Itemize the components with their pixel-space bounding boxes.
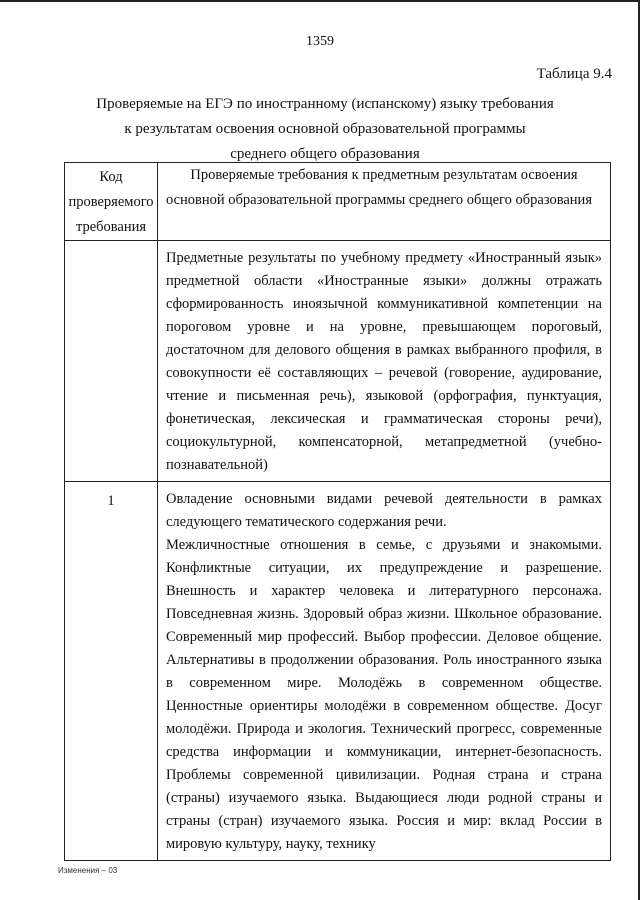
row-code-cell — [65, 241, 158, 482]
table-row — [65, 241, 611, 482]
table-heading — [40, 92, 610, 167]
requirements-table — [64, 162, 611, 861]
heading-line-1: Проверяемые на ЕГЭ по иностранному (испанскому) языку требования — [96, 96, 554, 112]
heading-line-2: к результатам освоения основной образовательной программы — [124, 121, 526, 137]
heading-line-3: среднего общего образования — [230, 146, 420, 162]
table-header-row — [65, 163, 611, 241]
row-description-cell — [158, 482, 611, 861]
header-description-cell — [158, 163, 611, 241]
table-row — [65, 482, 611, 861]
header-description-text: Проверяемые требования к предметным результатам освоения основной образовательной программы среднего общего образования — [166, 167, 592, 208]
row-paragraph: Овладение основными видами речевой деятельности в рамках следующего тематического содержания речи. — [166, 491, 602, 530]
row-description-cell — [158, 241, 611, 482]
page-border-top — [0, 0, 640, 2]
row-code-cell: 1 — [65, 482, 158, 861]
header-code-cell: Код проверяемого требования — [65, 163, 158, 241]
table-label: Таблица 9.4 — [536, 66, 612, 82]
footer-note: Изменения – 03 — [58, 866, 118, 875]
page-number: 1359 — [306, 34, 334, 49]
row-paragraph: Предметные результаты по учебному предмету «Иностранный язык» предметной области «Иностранные языки» должны отражать сформированность иноязычной коммуникативной компетенции на пороговом уровне и на уровне, превышающем пороговый, достаточном для делового общения в рамках выбранного профиля, в совокупности её составляющих – речевой (говорение, аудирование, чтение и письменная речь), языковой (орфография, пунктуация, фонетическая, лексическая и грамматическая стороны речи), социокультурной, компенсаторной, метапредметной (учебно-познавательной) — [166, 250, 602, 473]
row-paragraph: Межличностные отношения в семье, с друзьями и знакомыми. Конфликтные ситуации, их предупреждение и разрешение. Внешность и характер человека и литературного персонажа. Повседневная жизнь. Здоровый образ жизни. Школьное образование. Современный мир профессий. Выбор профессии. Деловое общение. Альтернативы в продолжении образования. Роль иностранного языка в современном мире. Молодёжь в современном обществе. Ценностные ориентиры молодёжи в современном обществе. Досуг молодёжи. Природа и экология. Технический прогресс, современные средства информации и коммуникации, интернет-безопасность. Проблемы современной цивилизации. Родная страна и страна (страны) изучаемого языка. Выдающиеся люди родной страны и страны (стран) изучаемого языка. Россия и мир: вклад России в мировую культуру, науку, технику — [166, 537, 602, 852]
